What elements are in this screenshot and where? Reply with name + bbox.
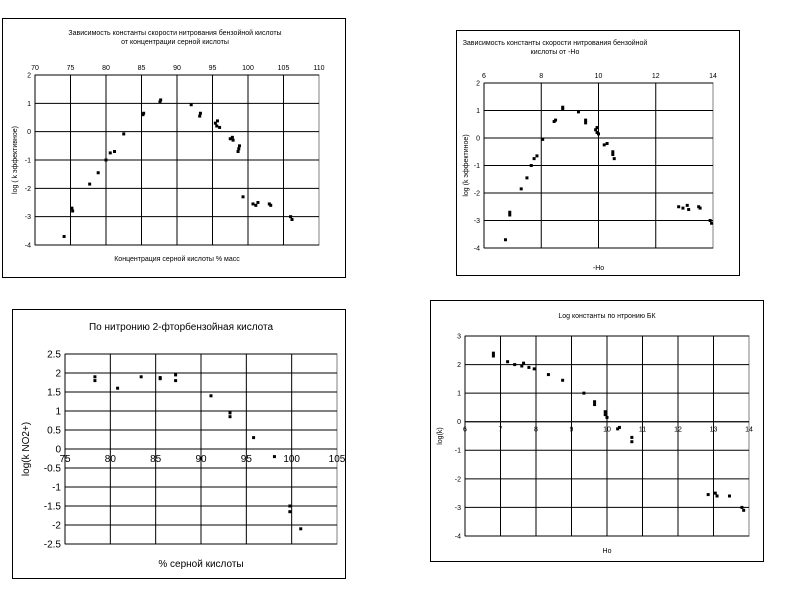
chart-2-y-tick-label: -1 — [473, 162, 480, 170]
chart-4-data-point — [714, 492, 717, 495]
chart-1-data-point — [218, 126, 221, 129]
chart-2-data-point — [520, 187, 523, 190]
chart-panel-4 — [430, 300, 764, 562]
chart-2-x-axis-label: -Ho — [592, 265, 605, 272]
chart-4-x-tick-label: 12 — [674, 426, 682, 434]
chart-1-y-tick-label: -3 — [24, 214, 31, 222]
chart-2-data-point — [525, 176, 528, 179]
chart-1-x-tick-label: 95 — [208, 65, 217, 72]
chart-3-data-point — [93, 375, 96, 378]
chart-panel-2 — [456, 30, 740, 276]
chart-1-x-tick-label: 70 — [31, 65, 39, 72]
chart-1-y-tick-label: 0 — [27, 129, 31, 137]
chart-3-y-axis-label: log(k NO2+) — [21, 421, 32, 477]
chart-1-data-point — [254, 204, 257, 207]
chart-1-data-point — [231, 136, 234, 139]
chart-2-data-point — [508, 214, 511, 217]
chart-2-y-tick-label: 1 — [476, 107, 480, 115]
chart-1-data-point — [63, 235, 66, 238]
chart-2-data-point — [561, 106, 564, 109]
chart-2-y-tick-label: 0 — [476, 135, 480, 143]
chart-1-data-point — [199, 112, 202, 115]
chart-panel-3 — [12, 309, 346, 579]
chart-1-data-point — [190, 103, 193, 106]
chart-4-y-tick-label: 2 — [457, 362, 461, 370]
chart-1-x-tick-label: 75 — [66, 65, 75, 72]
chart-3-x-tick-label: 85 — [150, 454, 162, 465]
chart-4-data-point — [604, 413, 607, 416]
chart-2-data-point — [508, 211, 511, 214]
chart-2-y-tick-label: -2 — [473, 190, 480, 198]
chart-2-data-point — [530, 164, 533, 167]
chart-1-data-point — [251, 202, 254, 205]
chart-3-data-point — [140, 375, 143, 378]
chart-4-data-point — [513, 363, 516, 366]
chart-2-x-tick-label: 8 — [539, 73, 544, 80]
chart-4-svg — [431, 301, 765, 563]
chart-3-x-axis-label: % серной кислоты — [158, 559, 244, 570]
chart-3-data-point — [229, 415, 232, 418]
chart-4-data-point — [740, 506, 743, 509]
chart-2-data-point — [504, 238, 507, 241]
chart-2-data-point — [613, 157, 616, 160]
chart-4-data-point — [520, 365, 523, 368]
chart-4-y-tick-label: 0 — [457, 419, 461, 427]
chart-2-data-point — [596, 126, 599, 129]
chart-4-data-point — [716, 495, 719, 498]
chart-1-data-point — [291, 218, 294, 221]
chart-2-grid — [484, 83, 713, 248]
chart-4-x-tick-label: 7 — [498, 426, 503, 434]
chart-2-data-point — [603, 143, 606, 146]
chart-4-data-point — [533, 367, 536, 370]
chart-4-y-tick-label: -4 — [454, 533, 461, 541]
chart-2-data-point — [597, 132, 600, 135]
chart-2-y-axis-label: log (k эффектиное) — [463, 134, 470, 197]
chart-panel-1 — [2, 18, 346, 278]
chart-4-x-tick-label: 14 — [745, 426, 753, 434]
chart-4-x-tick-label: 8 — [534, 426, 538, 434]
chart-1-x-tick-label: 85 — [137, 65, 146, 72]
chart-1-y-tick-label: 2 — [27, 72, 31, 80]
chart-3-y-tick-label: -0.5 — [43, 463, 61, 475]
chart-3-data-point — [288, 505, 291, 508]
chart-1-x-tick-label: 90 — [173, 65, 181, 72]
chart-4-data-point — [492, 352, 495, 355]
chart-3-x-tick-label: 95 — [240, 454, 252, 465]
chart-3-y-tick-label: -1.5 — [43, 501, 61, 513]
chart-4-data-point — [606, 416, 609, 419]
chart-4-x-tick-label: 6 — [463, 426, 467, 434]
chart-1-y-tick-label: -1 — [24, 157, 31, 165]
chart-1-data-point — [242, 195, 245, 198]
chart-3-y-tick-label: 0.5 — [47, 425, 61, 437]
chart-1-data-point — [269, 204, 272, 207]
chart-4-y-tick-label: 3 — [457, 333, 461, 341]
chart-2-title-line: Зависимость константы скорости нитрования бензойной — [462, 40, 648, 47]
chart-2-data-point — [699, 207, 702, 210]
chart-2-data-point — [686, 204, 689, 207]
chart-4-data-point — [728, 495, 731, 498]
chart-1-data-point — [113, 150, 116, 153]
chart-3-data-point — [252, 436, 255, 439]
chart-4-data-point — [593, 403, 596, 406]
chart-1-data-point — [198, 115, 201, 118]
chart-1-data-point — [256, 201, 259, 204]
chart-1-x-tick-label: 110 — [313, 65, 325, 72]
chart-1-data-point — [109, 151, 112, 154]
chart-1-y-tick-label: -2 — [24, 185, 31, 193]
chart-2-x-tick-label: 12 — [651, 73, 660, 80]
chart-2-x-tick-label: 10 — [594, 73, 603, 80]
chart-2-data-point — [584, 121, 587, 124]
chart-2-svg — [457, 31, 741, 277]
chart-1-data-point — [216, 119, 219, 122]
chart-1-data-point — [238, 144, 241, 147]
chart-1-data-point — [97, 171, 100, 174]
chart-4-data-point — [618, 426, 621, 429]
chart-2-data-point — [611, 150, 614, 153]
chart-2-data-point — [535, 154, 538, 157]
chart-3-data-point — [174, 373, 177, 376]
chart-3-y-tick-label: -2 — [52, 520, 61, 532]
chart-1-x-axis-label: Концентрация серной кислоты % масс — [114, 256, 240, 263]
chart-2-title-line: кислоты от -Ho — [530, 49, 580, 56]
chart-2-data-point — [681, 207, 684, 210]
chart-1-x-tick-label: 80 — [102, 65, 110, 72]
chart-2-x-tick-label: 14 — [709, 73, 717, 80]
chart-4-x-tick-label: 10 — [603, 426, 611, 434]
chart-2-data-point — [584, 119, 587, 122]
chart-3-x-tick-label: 75 — [59, 454, 71, 465]
chart-3-y-tick-label: -1 — [52, 482, 61, 494]
chart-3-y-tick-label: 0 — [55, 444, 61, 456]
chart-2-y-tick-label: -4 — [473, 245, 480, 253]
chart-2-data-point — [709, 219, 712, 222]
chart-2-y-tick-label: 2 — [476, 80, 480, 88]
chart-1-data-point — [159, 98, 162, 101]
chart-4-data-point — [604, 410, 607, 413]
chart-1-svg — [3, 19, 347, 279]
chart-2-data-point — [577, 110, 580, 113]
chart-3-data-point — [229, 411, 232, 414]
chart-2-data-point — [687, 208, 690, 211]
chart-3-y-tick-label: 1 — [55, 406, 61, 418]
chart-4-data-point — [522, 362, 525, 365]
chart-2-x-tick-label: 6 — [482, 73, 486, 80]
chart-4-y-tick-label: -3 — [454, 504, 461, 512]
chart-3-x-tick-label: 90 — [195, 454, 207, 465]
chart-1-x-tick-label: 105 — [277, 65, 290, 72]
chart-3-y-tick-label: 1.5 — [47, 387, 61, 399]
chart-3-data-point — [174, 379, 177, 382]
chart-1-x-tick-label: 100 — [242, 65, 254, 72]
chart-4-data-point — [630, 436, 633, 439]
chart-3-x-tick-label: 100 — [283, 454, 301, 465]
chart-2-data-point — [677, 205, 680, 208]
chart-1-data-point — [88, 183, 91, 186]
chart-2-data-point — [611, 153, 614, 156]
chart-3-x-tick-label: 105 — [328, 454, 346, 465]
chart-4-y-tick-label: 1 — [457, 390, 461, 398]
chart-2-data-point — [533, 157, 536, 160]
chart-2-y-tick-label: -3 — [473, 217, 480, 225]
chart-3-y-tick-label: -2.5 — [43, 539, 61, 551]
chart-1-data-point — [71, 210, 74, 213]
chart-3-y-tick-label: 2 — [55, 368, 61, 380]
chart-1-y-axis-label: log ( k эффективное) — [12, 126, 19, 194]
chart-4-data-point — [506, 360, 509, 363]
chart-2-data-point — [554, 119, 557, 122]
chart-4-data-point — [582, 392, 585, 395]
chart-4-title-line: Log константы по нтронию БК — [558, 313, 656, 320]
chart-1-title-line: от концентрации серной кислоты — [121, 39, 229, 46]
chart-1-title-line: Зависимость константы скорости нитрования бензойной кислоты — [68, 30, 282, 37]
chart-1-y-tick-label: 1 — [27, 100, 31, 108]
chart-1-data-point — [122, 132, 125, 135]
chart-4-data-point — [742, 509, 745, 512]
chart-3-data-point — [93, 379, 96, 382]
chart-1-y-tick-label: -4 — [24, 242, 31, 250]
chart-3-x-tick-label: 80 — [104, 454, 116, 465]
chart-3-title-line: По нитронию 2-фторбензойная кислота — [88, 322, 274, 333]
chart-3-data-point — [209, 394, 212, 397]
chart-4-y-tick-label: -1 — [454, 447, 461, 455]
chart-4-grid — [465, 336, 749, 536]
chart-4-data-point — [630, 440, 633, 443]
chart-3-data-point — [159, 376, 162, 379]
chart-4-y-tick-label: -2 — [454, 476, 461, 484]
chart-3-data-point — [288, 510, 291, 513]
chart-4-data-point — [707, 493, 710, 496]
chart-1-data-point — [237, 147, 240, 150]
chart-1-data-point — [142, 112, 145, 115]
chart-3-data-point — [273, 455, 276, 458]
chart-4-data-point — [547, 373, 550, 376]
chart-1-data-point — [105, 159, 108, 162]
chart-4-x-tick-label: 13 — [709, 426, 718, 434]
chart-3-svg — [13, 310, 347, 580]
chart-4-y-axis-label: log(k) — [437, 427, 444, 445]
chart-3-data-point — [299, 527, 302, 530]
chart-3-y-tick-label: 2.5 — [47, 349, 61, 361]
chart-4-x-tick-label: 9 — [569, 426, 574, 434]
chart-1-grid — [35, 75, 319, 245]
chart-4-data-point — [561, 379, 564, 382]
chart-4-x-tick-label: 11 — [638, 426, 647, 434]
chart-4-data-point — [492, 355, 495, 358]
chart-4-x-axis-label: Ho — [602, 548, 612, 555]
chart-1-data-point — [215, 125, 218, 128]
chart-3-data-point — [116, 387, 119, 390]
chart-1-data-point — [232, 139, 235, 142]
chart-2-data-point — [710, 222, 713, 225]
chart-4-data-point — [593, 400, 596, 403]
chart-2-data-point — [606, 142, 609, 145]
chart-1-data-point — [237, 150, 240, 153]
chart-1-data-point — [289, 215, 292, 218]
chart-1-data-point — [70, 207, 73, 210]
chart-4-data-point — [527, 366, 530, 369]
chart-2-data-point — [541, 138, 544, 141]
